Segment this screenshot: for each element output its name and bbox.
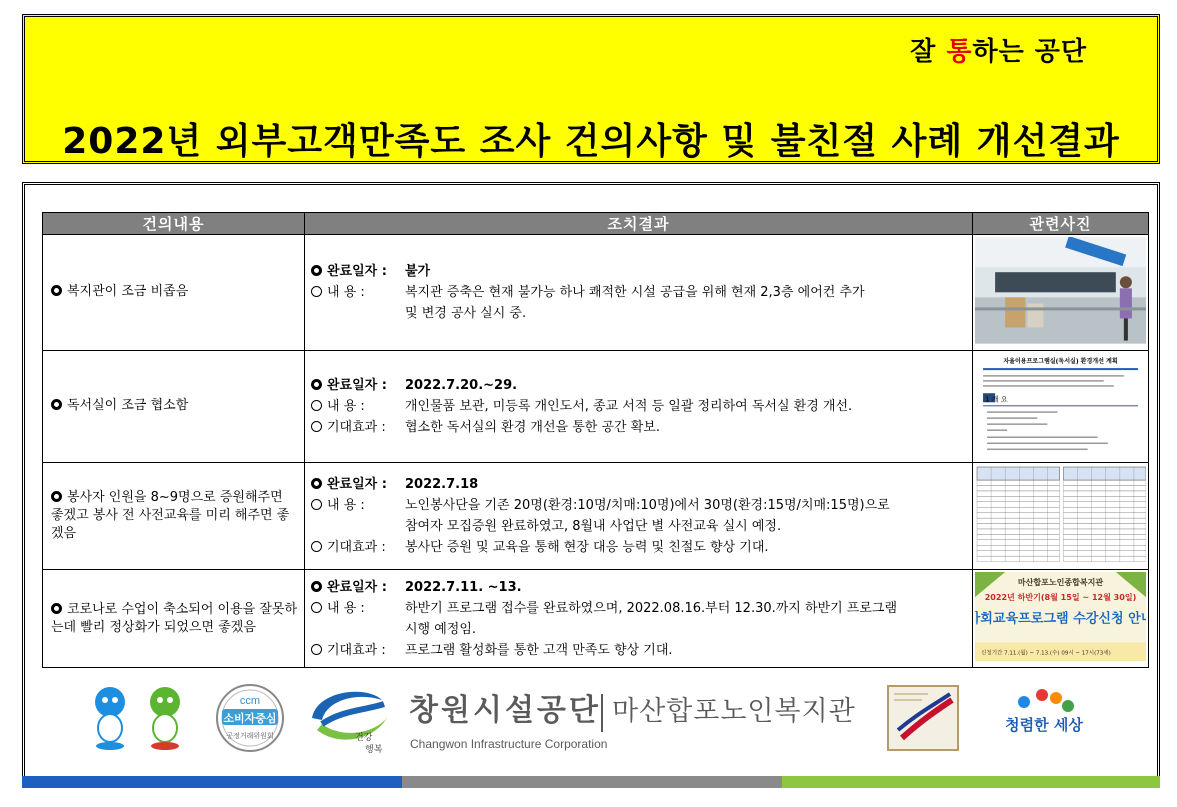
strip-segment-blue xyxy=(22,776,402,788)
result-text: 2022.7.11. ~13. xyxy=(405,579,522,595)
footer-color-strip xyxy=(22,776,1160,788)
result-text: 2022.7.20.~29. xyxy=(405,377,518,393)
request-text: 복지관이 조금 비좁음 xyxy=(67,284,189,300)
result-text: 불가 xyxy=(405,263,431,279)
request-cell xyxy=(43,235,305,351)
slogan-text: 잘 xyxy=(910,37,947,67)
bullet-icon xyxy=(311,644,322,655)
poster-footer: 신청기간 7.11.(월) ~ 7.13.(수) 09시 ~ 17시(73세) xyxy=(981,650,1111,657)
ccm-bot: 공정거래위원회 xyxy=(226,732,274,740)
result-text: 2022.7.18 xyxy=(405,476,479,492)
table-row xyxy=(43,463,1149,570)
ccm-seal-icon xyxy=(217,685,283,751)
bullet-icon xyxy=(311,499,322,510)
result-label: 기대효과 : xyxy=(327,642,386,658)
table-row xyxy=(43,350,1149,463)
result-line xyxy=(311,495,972,516)
slogan-text-end: 하는 공단 xyxy=(972,37,1087,67)
integrity-seal-icon xyxy=(1005,689,1083,734)
doc-title: 자율이용프로그램실(독서실) 환경개선 계획 xyxy=(1003,357,1118,365)
bullet-icon xyxy=(311,421,322,432)
bullet-icon xyxy=(51,399,62,410)
org-name: 창원시설공단 xyxy=(409,693,601,728)
result-text: 개인물품 보관, 미등록 개인도서, 종교 서적 등 일괄 정리하여 독서실 환경 개선. xyxy=(405,398,853,414)
bullet-icon xyxy=(311,286,322,297)
title-banner xyxy=(22,14,1160,164)
request-cell xyxy=(43,569,305,668)
result-label: 내 용 : xyxy=(327,398,365,414)
result-line xyxy=(311,598,972,619)
header-request: 건의내용 xyxy=(43,213,305,235)
bullet-icon xyxy=(311,581,322,592)
certificate-icon xyxy=(888,686,958,750)
results-table xyxy=(42,212,1149,668)
org-eng: Changwon Infrastructure Corporation xyxy=(410,737,608,751)
ccm-mid: 소비자중심 xyxy=(223,712,277,725)
volunteer-list-photo xyxy=(975,465,1146,563)
result-label: 완료일자 : xyxy=(327,377,387,393)
table-header-row xyxy=(43,213,1149,235)
photo-cell xyxy=(973,569,1149,668)
result-cell xyxy=(305,463,973,570)
photo-cell xyxy=(973,350,1149,463)
photo-cell xyxy=(973,463,1149,570)
photo-cell xyxy=(973,235,1149,351)
result-line xyxy=(311,516,972,537)
result-label: 기대효과 : xyxy=(327,419,386,435)
table-row xyxy=(43,235,1149,351)
motto-a: 건강 xyxy=(355,733,373,743)
bullet-icon xyxy=(311,478,322,489)
strip-segment-gray xyxy=(402,776,782,788)
program-poster-photo xyxy=(975,572,1146,662)
result-line xyxy=(311,417,972,438)
result-text: 노인봉사단을 기존 20명(환경:10명/치매:10명)에서 30명(환경:15명/치매:15명)으로 xyxy=(405,497,890,513)
aircon-work-photo xyxy=(975,237,1146,344)
poster-org: 마산합포노인종합복지관 xyxy=(1017,577,1104,587)
bullet-icon xyxy=(51,603,62,614)
result-line xyxy=(311,577,972,598)
result-line xyxy=(311,375,972,396)
result-text: 및 변경 공사 실시 중. xyxy=(405,305,527,321)
result-label: 완료일자 : xyxy=(327,579,387,595)
footer-logos xyxy=(22,680,1160,760)
footer-logo-art xyxy=(22,680,1160,760)
result-label: 완료일자 : xyxy=(327,476,387,492)
doc-section: 1 개 요 xyxy=(985,393,1008,403)
bullet-icon xyxy=(311,400,322,411)
ccm-top: ccm xyxy=(239,695,261,707)
request-cell xyxy=(43,350,305,463)
org-sub: 마산합포노인복지관 xyxy=(612,696,856,727)
request-text: 독서실이 조금 협소함 xyxy=(67,398,189,414)
seal-text: 청렴한 세상 xyxy=(1005,716,1083,734)
bullet-icon xyxy=(51,285,62,296)
result-label: 기대효과 : xyxy=(327,539,386,555)
result-text: 하반기 프로그램 접수를 완료하였으며, 2022.08.16.부터 12.30.까지 하반기 프로그램 xyxy=(405,600,898,616)
table-row xyxy=(43,569,1149,668)
request-cell xyxy=(43,463,305,570)
result-text: 봉사단 증원 및 교육을 통해 현장 대응 능력 및 친절도 향상 기대. xyxy=(405,539,769,555)
header-photo: 관련사진 xyxy=(973,213,1149,235)
result-cell xyxy=(305,350,973,463)
result-text: 복지관 증축은 현재 불가능 하나 쾌적한 시설 공급을 위해 현재 2,3층 에어컨 추가 xyxy=(405,284,865,300)
request-text: 봉사자 인원을 8~9명으로 증원해주면 좋겠고 봉사 전 사전교육를 미리 해주면 좋겠음 xyxy=(51,489,290,541)
bullet-icon xyxy=(311,265,322,276)
result-line xyxy=(311,261,972,282)
result-line xyxy=(311,303,972,324)
result-text: 참여자 모집증원 완료하였고, 8월내 사업단 별 사전교육 실시 예정. xyxy=(405,518,782,534)
result-label: 내 용 : xyxy=(327,497,365,513)
result-line xyxy=(311,537,972,558)
result-text: 시행 예정임. xyxy=(405,621,477,637)
bullet-icon xyxy=(311,602,322,613)
request-text: 코로나로 수업이 축소되어 이용을 잘못하는데 빨리 정상화가 되었으면 좋겠음 xyxy=(51,601,298,635)
poster-title: 사회교육프로그램 수강신청 안내 xyxy=(975,611,1146,627)
mascot-green-icon xyxy=(150,687,180,750)
org-swoosh-icon xyxy=(312,692,387,755)
result-cell xyxy=(305,569,973,668)
slogan xyxy=(910,31,1087,68)
result-line xyxy=(311,282,972,303)
motto-b: 행복 xyxy=(365,745,383,755)
strip-segment-green xyxy=(782,776,1160,788)
mascot-blue-icon xyxy=(95,687,125,750)
result-label: 내 용 : xyxy=(327,600,365,616)
bullet-icon xyxy=(311,541,322,552)
header-result: 조치결과 xyxy=(305,213,973,235)
result-line xyxy=(311,474,972,495)
poster-period: 2022년 하반기(8월 15일 ~ 12월 30일) xyxy=(984,592,1137,602)
result-label: 내 용 : xyxy=(327,284,365,300)
result-line xyxy=(311,619,972,640)
result-text: 협소한 독서실의 환경 개선을 통한 공간 확보. xyxy=(405,419,660,435)
slogan-highlight: 통 xyxy=(946,37,973,67)
result-line xyxy=(311,396,972,417)
result-label: 완료일자 : xyxy=(327,263,387,279)
result-line xyxy=(311,640,972,661)
reading-room-plan-photo xyxy=(975,353,1146,457)
result-cell xyxy=(305,235,973,351)
bullet-icon xyxy=(311,379,322,390)
bullet-icon xyxy=(51,491,62,502)
result-text: 프로그램 활성화를 통한 고객 만족도 향상 기대. xyxy=(405,642,673,658)
page-title: 2022년 외부고객만족도 조사 건의사항 및 불친절 사례 개선결과 xyxy=(62,121,1120,162)
